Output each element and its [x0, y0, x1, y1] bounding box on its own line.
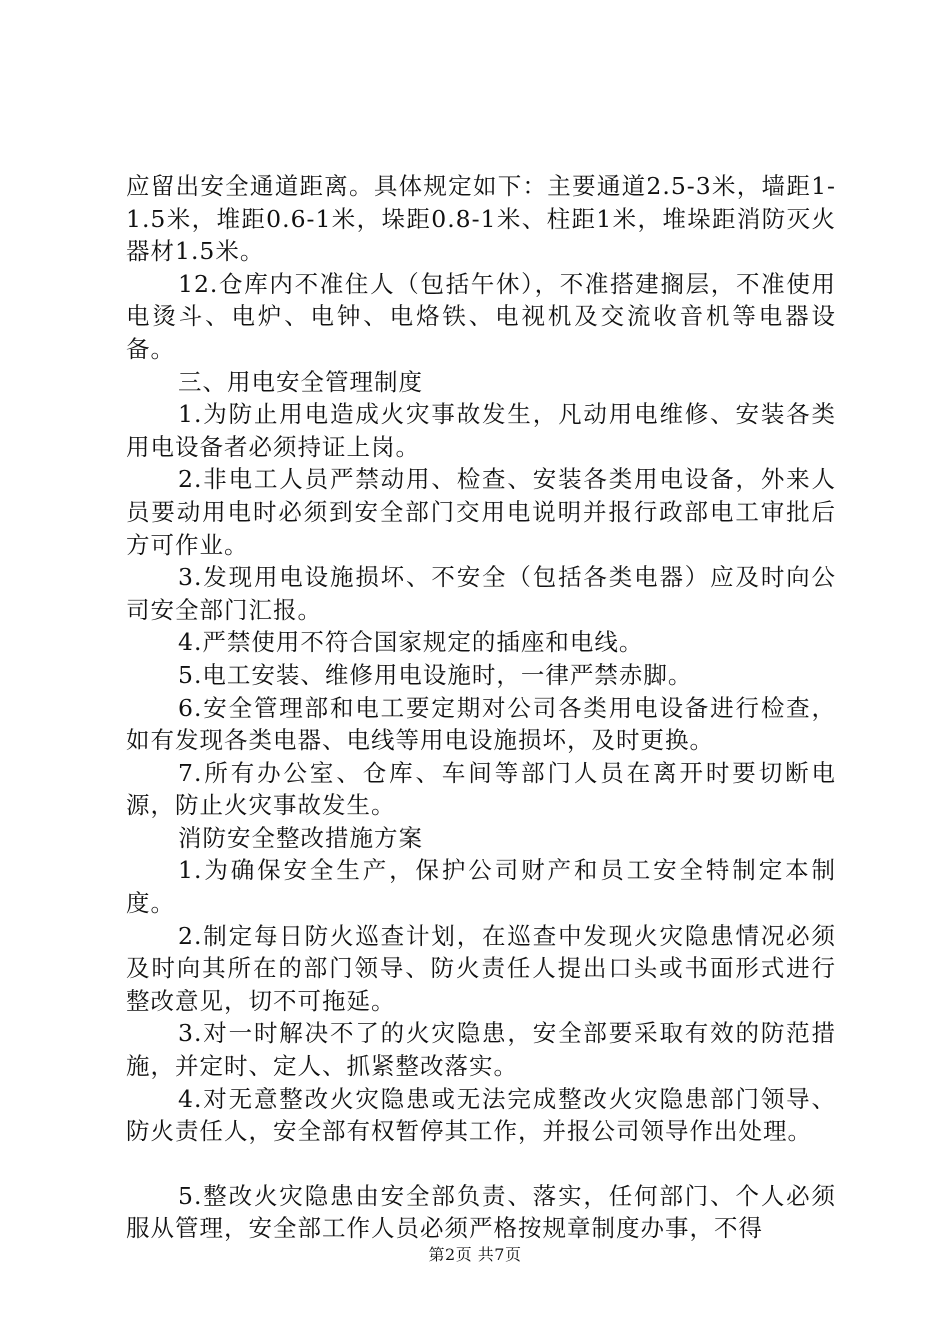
section-heading-electrical-safety: 三、用电安全管理制度: [178, 367, 423, 396]
paragraph-electrical-item-2: 2.非电工人员严禁动用、检查、安装各类用电设备，外来人员要动用电时必须到安全部门交用电说明并报行政部电工审批后方可作业。: [126, 465, 836, 559]
paragraph-electrical-item-7: 7.所有办公室、仓库、车间等部门人员在离开时要切断电源，防止火灾事故发生。: [126, 758, 836, 820]
paragraph-fire-item-5: 5.整改火灾隐患由安全部负责、落实，任何部门、个人必须服从管理，安全部工作人员必须严格按规章制度办事，不得: [126, 1181, 836, 1243]
paragraph-electrical-item-6: 6.安全管理部和电工要定期对公司各类用电设备进行检查，如有发现各类电器、电线等用电设施损坏，及时更换。: [126, 693, 836, 755]
document-body: [126, 170, 836, 1245]
paragraph-electrical-item-4: 4.严禁使用不符合国家规定的插座和电线。: [178, 628, 644, 657]
paragraph-fire-item-4: 4.对无意整改火灾隐患或无法完成整改火灾隐患部门领导、防火责任人，安全部有权暂停其工作，并报公司领导作出处理。: [126, 1084, 836, 1146]
paragraph-electrical-item-3: 3.发现用电设施损坏、不安全（包括各类电器）应及时向公司安全部门汇报。: [126, 563, 836, 624]
paragraph-electrical-item-1: 1.为防止用电造成火灾事故发生，凡动用电维修、安装各类用电设备者必须持证上岗。: [126, 400, 836, 461]
page-number-footer: 第2页 共7页: [428, 1245, 522, 1264]
paragraph-fire-item-2: 2.制定每日防火巡查计划，在巡查中发现火灾隐患情况必须及时向其所在的部门领导、防火责任人提出口头或书面形式进行整改意见，切不可拖延。: [126, 921, 836, 1015]
paragraph-electrical-item-5: 5.电工安装、维修用电设施时，一律严禁赤脚。: [178, 660, 693, 689]
section-heading-fire-rectification: 消防安全整改措施方案: [178, 823, 423, 852]
paragraph-channel-distance: 应留出安全通道距离。具体规定如下：主要通道2.5-3米，墙距1-1.5米，堆距0.6-1米，垛距0.8-1米、柱距1米，堆垛距消防灭火器材1.5米。: [126, 172, 836, 266]
paragraph-item-12: 12.仓库内不准住人（包括午休），不准搭建搁层，不准使用电烫斗、电炉、电钟、电烙铁、电视机及交流收音机等电器设备。: [126, 269, 836, 363]
paragraph-fire-item-3: 3.对一时解决不了的火灾隐患，安全部要采取有效的防范措施，并定时、定人、抓紧整改落实。: [126, 1019, 836, 1081]
paragraph-fire-item-1: 1.为确保安全生产，保护公司财产和员工安全特制定本制度。: [126, 856, 836, 918]
paragraph-spacer: [126, 1148, 836, 1180]
